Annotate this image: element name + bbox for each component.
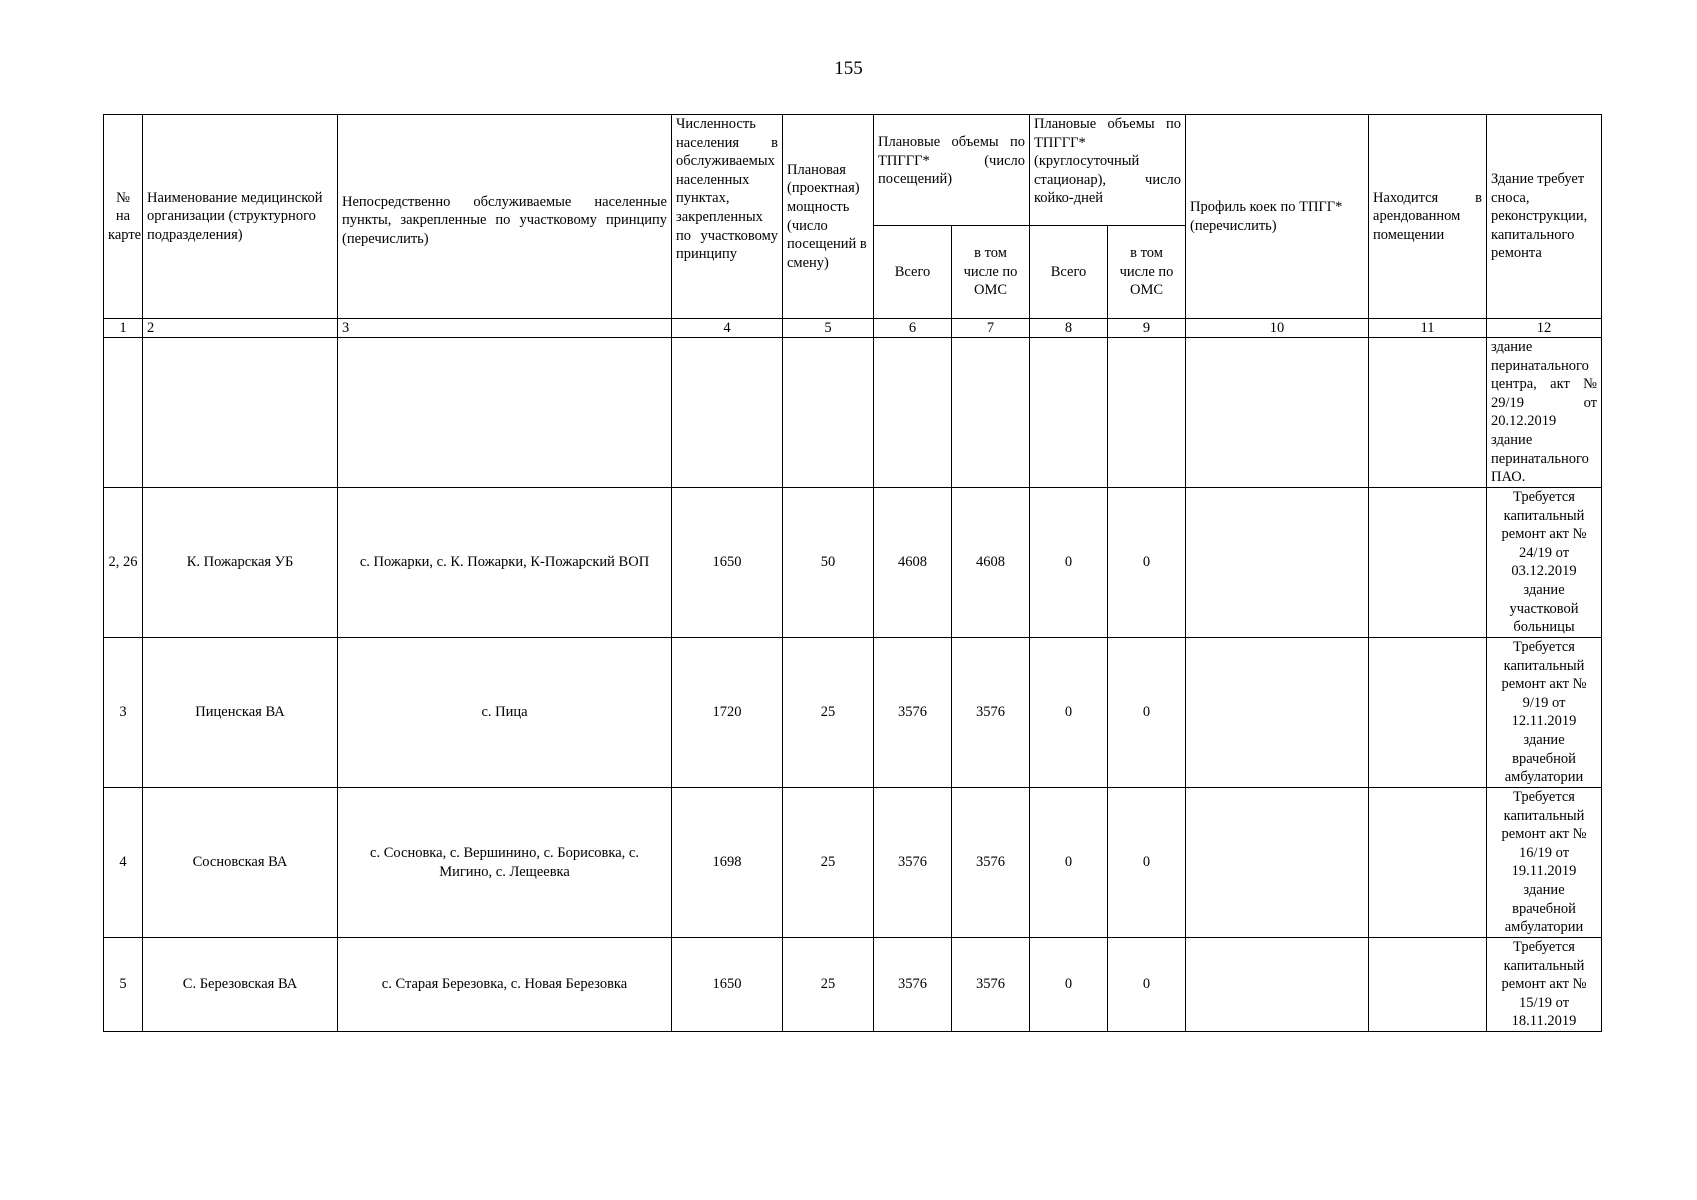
column-number: 1 [104,319,143,338]
row-bed-profile [1186,638,1369,788]
row-beds-oms: 0 [1108,488,1186,638]
row-capacity: 50 [783,488,874,638]
header-capacity: Плановая (проектная) мощность (число посещений в смену) [783,115,874,319]
row-capacity: 25 [783,638,874,788]
row-settlements: с. Старая Березовка, с. Новая Березовка [338,938,672,1032]
row-organization: С. Березовская ВА [143,938,338,1032]
table-row [104,788,1602,938]
header-map-number: № на карте [104,115,143,319]
table-row [104,488,1602,638]
header-visits-group: Плановые объемы по ТПГГГ* (число посещений) [874,115,1030,226]
row-visits-total: 3576 [874,638,952,788]
header-rented: Находится в арендованном помещении [1369,115,1487,319]
row-beds-total: 0 [1030,938,1108,1032]
row-organization: Сосновская ВА [143,788,338,938]
row-settlements: с. Сосновка, с. Вершинино, с. Борисовка, с. Мигино, с. Лещеевка [338,788,672,938]
header-beds-group: Плановые объемы по ТПГГГ* (круглосуточный стационар), число койко-дней [1030,115,1186,226]
column-number: 8 [1030,319,1108,338]
row-visits-total: 4608 [874,488,952,638]
row-map-number: 2, 26 [104,488,143,638]
row-building-status: Требуется капитальный ремонт акт № 24/19 от 03.12.2019 здание участковой больницы [1487,488,1602,638]
row-rented [1369,788,1487,938]
row-map-number: 5 [104,938,143,1032]
row-visits-oms: 3576 [952,638,1030,788]
row-visits-oms: 3576 [952,788,1030,938]
row-building-status: Требуется капитальный ремонт акт № 9/19 от 12.11.2019 здание врачебной амбулатории [1487,638,1602,788]
column-number: 10 [1186,319,1369,338]
header-organization: Наименование медицинской организации (структурного подразделения) [143,115,338,319]
column-number: 4 [672,319,783,338]
column-number: 3 [338,319,672,338]
column-number: 12 [1487,319,1602,338]
row-map-number: 4 [104,788,143,938]
header-building-status: Здание требует сноса, реконструкции, капитального ремонта [1487,115,1602,319]
column-number: 11 [1369,319,1487,338]
column-numbers-row [104,319,1602,338]
column-number: 2 [143,319,338,338]
row-organization: Пиценская ВА [143,638,338,788]
header-bed-profile: Профиль коек по ТПГГ* (перечислить) [1186,115,1369,319]
header-visits-oms: в том числе по ОМС [952,226,1030,319]
page-number: 155 [834,58,863,79]
row-visits-oms: 4608 [952,488,1030,638]
column-number: 5 [783,319,874,338]
table-row [104,638,1602,788]
row-capacity: 25 [783,938,874,1032]
row-visits-total: 3576 [874,788,952,938]
row-settlements: с. Пица [338,638,672,788]
table-row [104,938,1602,1032]
row-rented [1369,638,1487,788]
row-bed-profile [1186,788,1369,938]
column-number: 9 [1108,319,1186,338]
row-population: 1720 [672,638,783,788]
header-visits-total: Всего [874,226,952,319]
row-beds-total: 0 [1030,788,1108,938]
header-population: Численность населения в обслуживаемых населенных пунктах, закрепленных по участковому принципу [672,115,783,319]
row-population: 1650 [672,488,783,638]
header-row-1 [104,115,1602,226]
continuation-building-note: здание перинатального центра, акт № 29/19 от 20.12.2019 здание перинатального ПАО. [1487,338,1602,488]
row-map-number: 3 [104,638,143,788]
row-beds-oms: 0 [1108,938,1186,1032]
row-beds-total: 0 [1030,638,1108,788]
header-beds-oms: в том числе по ОМС [1108,226,1186,319]
row-capacity: 25 [783,788,874,938]
column-number: 6 [874,319,952,338]
row-beds-total: 0 [1030,488,1108,638]
row-beds-oms: 0 [1108,788,1186,938]
row-population: 1650 [672,938,783,1032]
row-building-status: Требуется капитальный ремонт акт № 16/19 от 19.11.2019 здание врачебной амбулатории [1487,788,1602,938]
row-visits-oms: 3576 [952,938,1030,1032]
column-number: 7 [952,319,1030,338]
row-rented [1369,488,1487,638]
row-bed-profile [1186,938,1369,1032]
row-visits-total: 3576 [874,938,952,1032]
continuation-row [104,338,1602,488]
row-settlements: с. Пожарки, с. К. Пожарки, К-Пожарский ВОП [338,488,672,638]
row-beds-oms: 0 [1108,638,1186,788]
row-bed-profile [1186,488,1369,638]
row-organization: К. Пожарская УБ [143,488,338,638]
row-rented [1369,938,1487,1032]
row-population: 1698 [672,788,783,938]
header-beds-total: Всего [1030,226,1108,319]
row-building-status: Требуется капитальный ремонт акт № 15/19 от 18.11.2019 [1487,938,1602,1032]
header-settlements: Непосредственно обслуживаемые населенные пункты, закрепленные по участковому принципу (перечислить) [338,115,672,319]
facilities-table [103,114,1602,1032]
